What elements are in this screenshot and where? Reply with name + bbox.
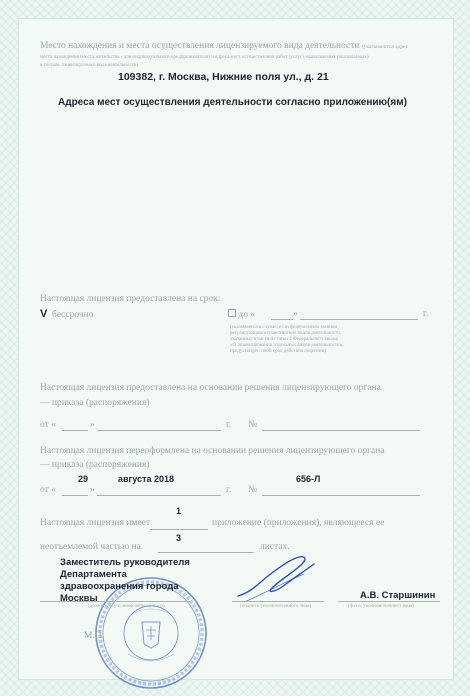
term-month-line: [300, 319, 418, 320]
granted-from: от «: [40, 420, 56, 430]
appendix-line-2a: неотъемлемой частью на: [40, 542, 141, 552]
appendix-line-2b: листах.: [260, 542, 290, 552]
stamp-place: М.П.: [84, 631, 105, 641]
name-caption: (ф.и.о. уполномоченного лица): [348, 604, 414, 609]
address-line: 109382, г. Москва, Нижние поля ул., д. 21: [118, 71, 329, 83]
reissued-from: от «: [40, 485, 56, 495]
reissued-month: августа 2018: [118, 474, 175, 484]
signature-caption: (подпись уполномоченного лица): [240, 604, 312, 609]
reissued-close: »: [90, 485, 95, 495]
name-line: [338, 601, 440, 602]
granted-line-1: Настоящая лицензия предоставлена на основании решения лицензирующего органа: [40, 383, 381, 393]
term-note-3: указанных в части 4 статьи 1 Федерального закона: [230, 337, 338, 342]
term-note-4: «О лицензировании отдельных видов деятельности»,: [230, 343, 344, 348]
signatory-position-line-1: Заместитель руководителя: [60, 557, 190, 568]
term-until-mid: »: [293, 309, 298, 319]
term-label: Настоящая лицензия предоставлена на срок:: [40, 294, 221, 304]
term-note-2: регулирующим осуществление видов деятельности,: [230, 331, 342, 336]
appendix-count-line: [150, 529, 208, 530]
granted-num: №: [248, 420, 258, 430]
header-title-hint: (указываются адрес: [361, 44, 409, 50]
header-subtitle-line3: в составе лицензируемого вида деятельности): [40, 63, 139, 68]
term-note-5: предусмотрен иной срок действия лицензии): [230, 349, 326, 354]
activity-places: Адреса мест осуществления деятельности согласно приложению(ям): [58, 97, 407, 108]
reissued-day-line: [62, 495, 88, 496]
granted-year: г.: [226, 420, 232, 430]
reissued-year: г.: [226, 485, 232, 495]
appendix-count: 1: [176, 506, 182, 516]
granted-day-line: [62, 430, 88, 431]
header-title: [40, 41, 408, 51]
appendix-line-1a: Настоящая лицензия имеет: [40, 518, 151, 528]
header-title-text: Место нахождения и места осуществления лицензируемого вида деятельности: [40, 41, 360, 51]
signatory-name: А.В. Старшинин: [360, 590, 436, 601]
term-unlimited: бессрочно: [52, 310, 94, 320]
position-caption: (должность уполномоченного лица): [88, 604, 165, 609]
signature-scribble: [234, 552, 320, 604]
term-until-checkbox: [228, 309, 236, 317]
signatory-position: [60, 557, 190, 605]
term-until-row: [228, 309, 255, 320]
position-line: [40, 601, 190, 602]
reissued-num: №: [248, 485, 258, 495]
term-note-1: (указывается в случае, если федеральным законом,: [230, 325, 339, 330]
signatory-position-line-3: здравоохранения города: [60, 581, 179, 592]
appendix-pages: 3: [176, 533, 182, 543]
term-day-line: [271, 319, 293, 320]
reissued-month-line: [97, 495, 221, 496]
granted-month-line: [97, 430, 221, 431]
term-checkmark: V: [40, 308, 48, 320]
term-until-prefix: до «: [238, 310, 256, 320]
signatory-position-line-2: Департамента: [60, 569, 127, 580]
reissued-line-1: Настоящая лицензия переоформлена на основании решения лицензирующего органа: [40, 446, 385, 456]
granted-number-line: [262, 430, 420, 431]
appendix-line-1b: приложение (приложения), являющееся ее: [212, 518, 385, 528]
granted-close: »: [90, 420, 95, 430]
reissued-line-2: — приказа (распоряжения): [40, 460, 150, 470]
reissued-day: 29: [78, 474, 89, 484]
granted-line-2: — приказа (распоряжения): [40, 398, 150, 408]
signatory-position-line-4: Москвы: [60, 593, 98, 604]
header-subtitle-line2: места нахождения (место жительства - для индивидуального предпринимателя) и адреса мест осуществления работ (услуг), выполняемых (оказываемых): [40, 55, 369, 60]
reissued-number-line: [262, 495, 420, 496]
signature-line: [232, 601, 324, 602]
reissued-number: 656-Л: [296, 474, 321, 484]
term-until-year: г.: [423, 309, 429, 319]
